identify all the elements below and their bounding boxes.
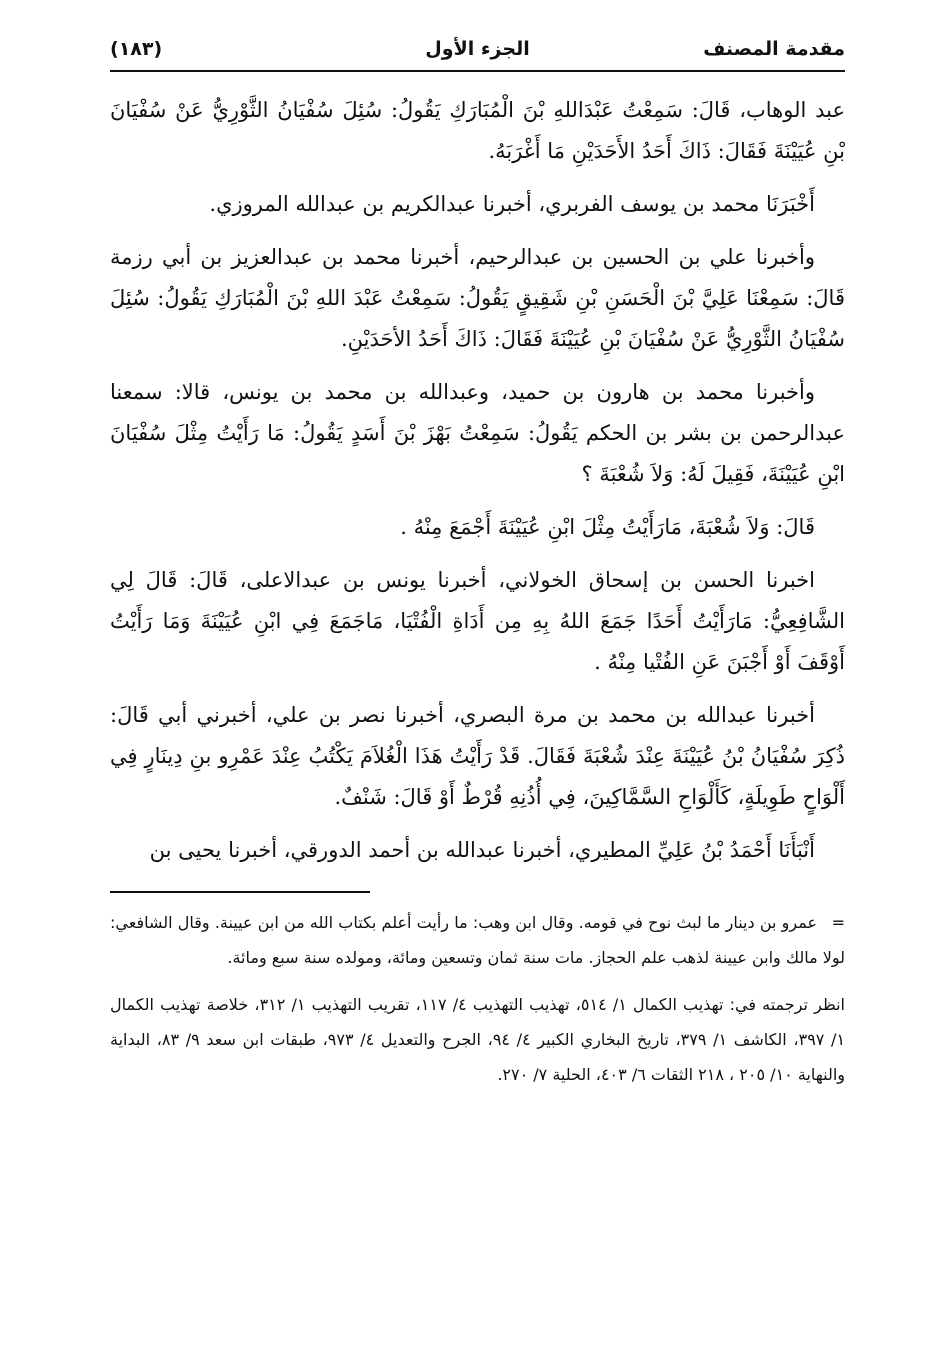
page-number: (١٨٣): [110, 38, 163, 60]
running-header: [110, 28, 845, 72]
paragraph-3: وأخبرنا علي بن الحسين بن عبدالرحيم، أخبرنا محمد بن عبدالعزيز بن أبي رزمة قَالَ: سَمِعْنَا عَلِيَّ بْنَ الْحَسَنِ بْنِ شَقِيقٍ يَقُولُ: سَمِعْتُ عَبْدَ اللهِ بْنَ الْمُبَارَكِ يَقُولُ: سُئِلَ سُفْيَانُ الثَّوْرِيُّ عَنْ سُفْيَانَ بْنِ عُيَيْنَةَ فَقَالَ: ذَاكَ أَحَدُ الأحَدَيْنِ.: [110, 245, 845, 351]
footnote-separator: [110, 891, 370, 893]
continuation-mark: =: [831, 913, 845, 932]
paragraph-4: وأخبرنا محمد بن هارون بن حميد، وعبدالله بن محمد بن يونس، قالا: سمعنا عبدالرحمن بن بشر بن الحكم يَقُولُ: سَمِعْتُ بَهْزَ بْنَ أَسَدٍ يَقُولُ: مَا رَأَيْتُ مِثْلَ سُفْيَانَ ابْنِ عُيَيْنَةَ، فَقِيلَ لَهُ: وَلاَ شُعْبَةَ ؟: [110, 380, 845, 486]
main-text: [110, 90, 845, 871]
paragraph-2: أَخْبَرَنَا محمد بن يوسف الفربري، أخبرنا عبدالكريم بن عبدالله المروزي.: [209, 192, 815, 216]
header-section-title: مقدمة المصنف: [703, 38, 845, 60]
paragraph-6: اخبرنا الحسن بن إسحاق الخولاني، أخبرنا يونس بن عبدالاعلى، قَالَ: قَالَ لِي الشَّافِعِيُّ: مَارَأَيْتُ أَحَدًا جَمَعَ اللهُ بِهِ مِن أَدَاةِ الْفُتْيَا، مَاجَمَعَ فِي ابْنِ عُيَيْنَةَ وَمَا رَأَيْتُ أَوْقَفَ أَوْ أَجْبَنَ عَنِ الفُتْيا مِنْهُ .: [110, 568, 845, 674]
footnote-continuation: [110, 905, 845, 975]
paragraph-7: أخبرنا عبدالله بن محمد بن مرة البصري، أخبرنا نصر بن علي، أخبرني أبي قَالَ: ذُكِرَ سُفْيَانُ بْنُ عُيَيْنَةَ عِنْدَ شُعْبَةَ فَقَالَ. قَدْ رَأَيْتُ هَذَا الْغُلاَمَ يَكْتُبُ عِنْدَ عَمْرِو بنِ دِينَارٍ فِي أَلْوَاحٍ طَوِيلَةٍ، كَأَلْوَاحِ السَّمَّاكِينَ، فِي أُذُنِهِ قُرْطٌ أَوْ قَالَ: شَنْفٌ.: [110, 703, 845, 809]
paragraph-1: عبد الوهاب، قَالَ: سَمِعْتُ عَبْدَاللهِ بْنَ الْمُبَارَكِ يَقُولُ: سُئِلَ سُفْيَانُ الثَّوْرِيُّ عَنْ سُفْيَانَ بْنِ عُيَيْنَةَ فَقَالَ: ذَاكَ أَحَدُ الأَحَدَيْنِ مَا أَغْرَبَهُ.: [110, 98, 845, 163]
footnote-references: انظر ترجمته في: تهذيب الكمال ١/ ٥١٤، تهذيب التهذيب ٤/ ١١٧، تقريب التهذيب ١/ ٣١٢، خلاصة تهذيب الكمال ١/ ٣٩٧، الكاشف ١/ ٣٧٩، تاريخ البخاري الكبير ٤/ ٩٤، الجرح والتعديل ٤/ ٩٧٣، طبقات ابن سعد ٩/ ٨٣، البداية والنهاية ١٠/ ٢٠٥ ، ٢١٨ الثقات ٦/ ٤٠٣، الحلية ٧/ ٢٧٠.: [110, 995, 846, 1084]
header-volume: الجزء الأول: [425, 38, 530, 60]
footnote-continuation-text: عمرو بن دينار ما لبث نوح في قومه. وقال ابن وهب: ما رأيت أعلم بكتاب الله من ابن عيينة. وقال الشافعي: لولا مالك وابن عيينة لذهب علم الحجاز. مات سنة ثمان وتسعين ومائة، ومولده سنة سبع ومائة.: [110, 913, 845, 967]
footnotes: [110, 905, 845, 1092]
paragraph-8: أَنْبَأَنَا أَحْمَدُ بْنُ عَلِيِّ المطيري، أخبرنا عبدالله بن أحمد الدورقي، أخبرنا يحيى بن: [149, 838, 815, 862]
paragraph-5: قَالَ: وَلاَ شُعْبَةَ، مَارَأَيْتُ مِثْلَ ابْنِ عُيَيْنَةَ أَجْمَعَ مِنْهُ .: [400, 515, 815, 539]
book-page: [110, 28, 845, 1338]
